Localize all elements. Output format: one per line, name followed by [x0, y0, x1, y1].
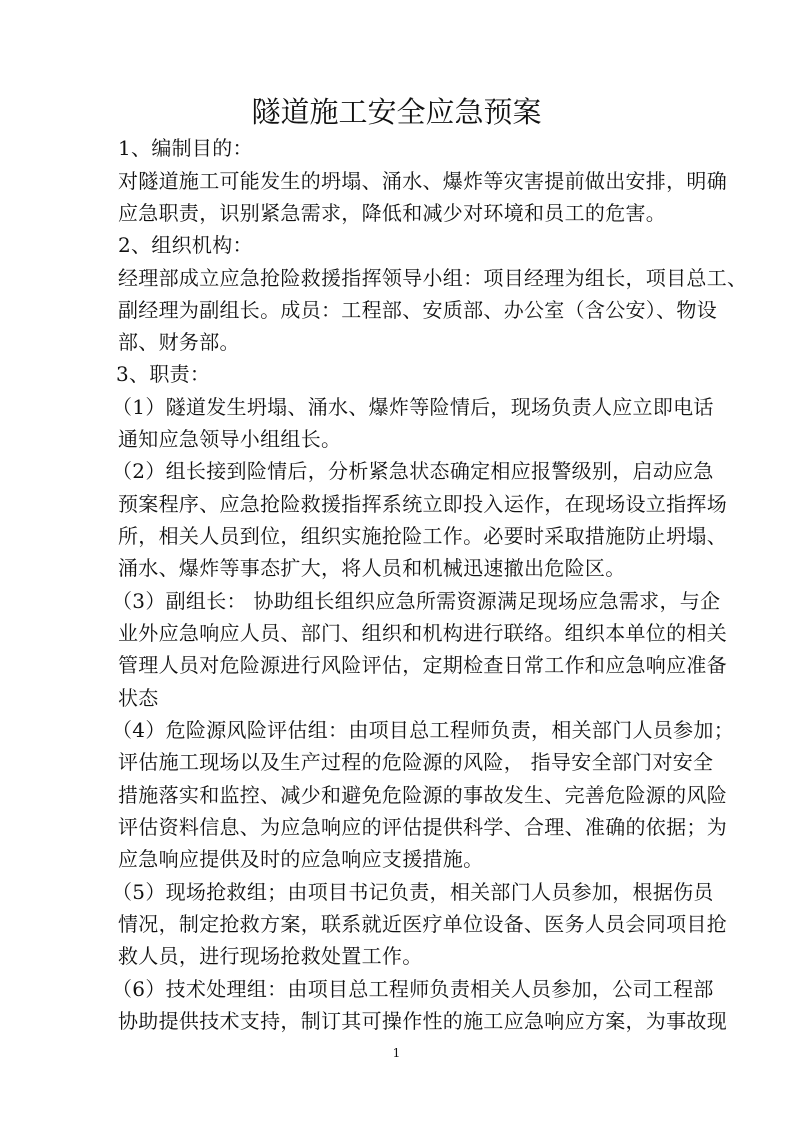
paragraph-line: 通知应急领导小组组长。: [118, 427, 342, 451]
duty-item-2: （2）组长接到险情后，分析紧急状态确定相应报警级别，启动应急: [112, 459, 714, 483]
paragraph-line: 对隧道施工可能发生的坍塌、涌水、爆炸等灾害提前做出安排，明确: [118, 169, 727, 193]
paragraph-line: 情况，制定抢救方案，联系就近医疗单位设备、医务人员会同项目抢: [118, 912, 727, 936]
duty-item-4: （4）危险源风险评估组：由项目总工程师负责，相关部门人员参加；: [112, 718, 735, 742]
duty-item-3: （3）副组长： 协助组长组织应急所需资源满足现场应急需求，与企: [112, 589, 721, 613]
paragraph-line: 经理部成立应急抢险救援指挥领导小组：项目经理为组长，项目总工、: [118, 266, 748, 290]
paragraph-line: 措施落实和监控、减少和避免危险源的事故发生、完善危险源的风险: [118, 783, 727, 807]
paragraph-line: 评估施工现场以及生产过程的危险源的风险， 指导安全部门对安全: [118, 750, 714, 774]
section-heading-organization: 2、组织机构：: [118, 233, 253, 257]
paragraph-line: 所，相关人员到位，组织实施抢险工作。必要时采取措施防止坍塌、: [118, 524, 727, 548]
paragraph-line: 评估资料信息、为应急响应的评估提供科学、合理、准确的依据；为: [118, 815, 727, 839]
paragraph-line: 预案程序、应急抢险救援指挥系统立即投入运作，在现场设立指挥场: [118, 492, 727, 516]
page-number: 1: [392, 1046, 401, 1060]
duty-item-6: （6）技术处理组：由项目总工程师负责相关人员参加，公司工程部: [112, 977, 714, 1001]
paragraph-line: 涌水、爆炸等事态扩大，将人员和机械迅速撤出危险区。: [118, 556, 626, 580]
paragraph-line: 救人员，进行现场抢救处置工作。: [118, 944, 423, 968]
document-title: 隧道施工安全应急预案: [251, 95, 542, 129]
paragraph-line: 部、财务部。: [118, 330, 240, 354]
paragraph-line: 应急响应提供及时的应急响应支援措施。: [118, 847, 484, 871]
paragraph-line: 业外应急响应人员、部门、组织和机构进行联络。组织本单位的相关: [118, 621, 727, 645]
duty-item-1: （1）隧道发生坍塌、涌水、爆炸等险情后，现场负责人应立即电话: [112, 395, 714, 419]
paragraph-line: 管理人员对危险源进行风险评估，定期检查日常工作和应急响应准备: [118, 653, 727, 677]
section-heading-purpose: 1、编制目的：: [118, 136, 253, 160]
paragraph-line: 副经理为副组长。成员：工程部、安质部、办公室（含公安）、物设: [118, 298, 717, 322]
paragraph-line: 应急职责，识别紧急需求，降低和减少对环境和员工的危害。: [118, 201, 667, 225]
duty-item-5: （5）现场抢救组；由项目书记负责，相关部门人员参加，根据伤员: [112, 880, 714, 904]
paragraph-line: 状态: [118, 686, 159, 710]
paragraph-line: 协助提供技术支持，制订其可操作性的施工应急响应方案，为事故现: [118, 1009, 727, 1033]
section-heading-duties: 3、职责：: [116, 362, 211, 386]
